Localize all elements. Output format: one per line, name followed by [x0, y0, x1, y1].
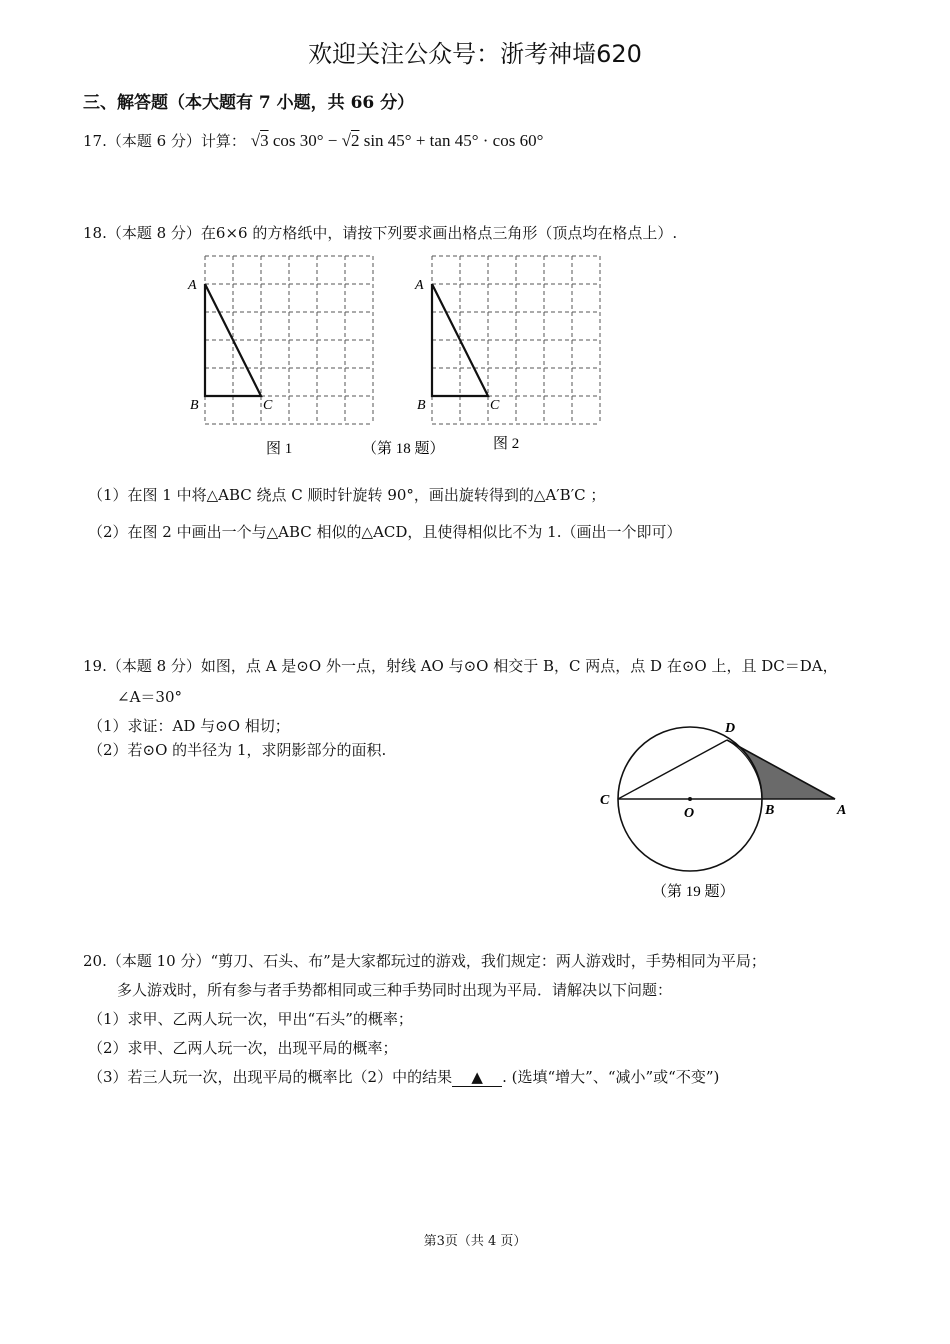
q18-label-a-2: A [415, 278, 424, 293]
q17-radicand-2: 2 [350, 131, 360, 150]
q20-answer-blank[interactable]: ▲ [452, 1068, 502, 1087]
page-footer: 第3页（共 4 页） [423, 1234, 527, 1249]
q17-term-2: sin 45° + tan 45° · cos 60° [363, 131, 544, 150]
q17-prefix: 17.（本题 6 分）计算： [83, 132, 246, 150]
q20-part-3-options: . (选填“增大”、“减小”或“不变”) [502, 1068, 720, 1086]
q19-figure [590, 710, 870, 910]
q20-part-3 [88, 1066, 719, 1087]
question-17 [83, 130, 543, 151]
q20-part-2: （2）求甲、乙两人玩一次，出现平局的概率； [88, 1039, 398, 1057]
q19-part-1: （1）求证：AD 与⊙O 相切； [88, 717, 290, 735]
q19-label-a: A [837, 803, 847, 818]
q19-center-point [688, 797, 692, 801]
q18-grid-2 [432, 256, 600, 424]
q17-term-1: cos 30° − [272, 131, 338, 150]
q18-stem: 18.（本题 8 分）在6×6 的方格纸中，请按下列要求画出格点三角形（顶点均在格点上）. [83, 224, 678, 242]
q18-label-c-1: C [263, 398, 273, 413]
q18-label-a-1: A [188, 278, 197, 293]
q18-figures [180, 250, 620, 465]
q20-stem: 20.（本题 10 分）“剪刀、石头、布”是大家都玩过的游戏，我们规定：两人游戏时，手势相同为平局； [83, 952, 766, 970]
q18-part-2: （2）在图 2 中画出一个与△ABC 相似的△ACD，且使得相似比不为 1.（画出一个即可） [88, 523, 682, 541]
q18-fig2-label: 图 2 [493, 436, 520, 452]
q18-label-b-2: B [417, 398, 426, 413]
q19-part-2: （2）若⊙O 的半径为 1，求阴影部分的面积. [88, 741, 387, 759]
q18-caption: （第 18 题） [362, 441, 445, 457]
q20-part-1: （1）求甲、乙两人玩一次，甲出“石头”的概率； [88, 1010, 413, 1028]
q20-part-3-text: （3）若三人玩一次，出现平局的概率比（2）中的结果 [88, 1068, 453, 1086]
q19-stem: 19.（本题 8 分）如图，点 A 是⊙O 外一点，射线 AO 与⊙O 相交于 B，C 两点，点 D 在⊙O 上，且 DC＝DA， [83, 657, 838, 675]
page-header: 欢迎关注公众号：浙考神墙620 [308, 40, 642, 68]
q18-fig1-label: 图 1 [266, 441, 293, 457]
q18-grid-1 [205, 256, 373, 424]
q19-stem-angle: ∠A＝30° [117, 688, 182, 706]
q19-label-d: D [725, 721, 736, 736]
q19-caption: （第 19 题） [652, 884, 735, 900]
q19-line-cd [618, 740, 727, 799]
q17-expression: √3 cos 30° − √2 sin 45° + tan 45° · cos 60° [250, 131, 544, 150]
section-title: 三、解答题（本大题有 7 小题，共 66 分） [83, 93, 415, 113]
q19-label-b: B [765, 803, 775, 818]
q19-label-o: O [684, 806, 695, 821]
q17-radicand-3: 3 [260, 131, 269, 150]
q19-label-c: C [600, 793, 610, 808]
q18-label-b-1: B [190, 398, 199, 413]
q18-label-c-2: C [490, 398, 500, 413]
q20-stem-2: 多人游戏时，所有参与者手势都相同或三种手势同时出现为平局．请解决以下问题： [117, 981, 673, 999]
q18-part-1: （1）在图 1 中将△ABC 绕点 C 顺时针旋转 90°，画出旋转得到的△A′B′C ； [88, 486, 606, 504]
